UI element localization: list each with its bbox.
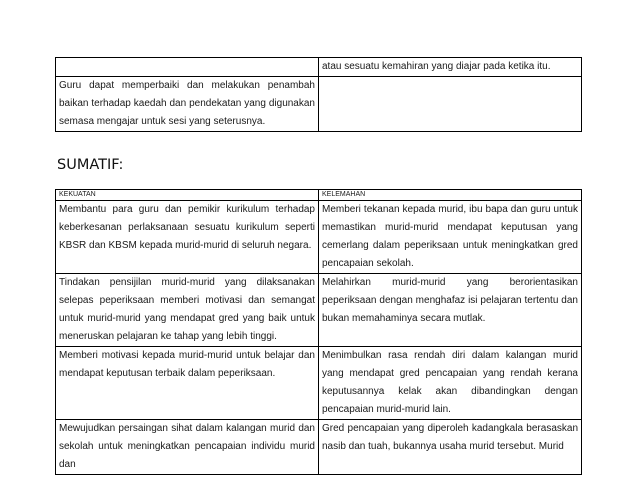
- table-row: [56, 58, 582, 77]
- table-row: [56, 274, 582, 347]
- table-row: [56, 420, 582, 475]
- strength-cell: Tindakan pensijilan murid-murid yang dilaksanakan selepas peperiksaan memberi motivasi dan semangat untuk murid-murid yang mendapat gred yang baik untuk meneruskan pelajaran ke tahap yang lebih tinggi.: [56, 274, 319, 347]
- table-cell: atau sesuatu kemahiran yang diajar pada ketika itu.: [319, 58, 582, 77]
- table-cell: [319, 77, 582, 132]
- table-cell: [56, 58, 319, 77]
- table-header-row: [56, 190, 582, 201]
- table-row: [56, 347, 582, 420]
- column-header-weaknesses: KELEMAHAN: [319, 190, 582, 201]
- weakness-cell: Melahirkan murid-murid yang berorientasikan peperiksaan dengan menghafaz isi pelajaran tertentu dan bukan memahaminya secara mutlak.: [319, 274, 582, 347]
- weakness-cell: Menimbulkan rasa rendah diri dalam kalangan murid yang mendapat gred pencapaian yang rendah kerana keputusannya kelak akan dibandingkan dengan pencapaian murid-murid lain.: [319, 347, 582, 420]
- continued-table: [55, 57, 582, 132]
- sumatif-table: [55, 189, 582, 475]
- strength-cell: Membantu para guru dan pemikir kurikulum terhadap keberkesanan perlaksanaan sesuatu kurikulum seperti KBSR dan KBSM kepada murid-murid di seluruh negara.: [56, 201, 319, 274]
- table-row: [56, 201, 582, 274]
- table-row: [56, 77, 582, 132]
- strength-cell: Mewujudkan persaingan sihat dalam kalangan murid dan sekolah untuk meningkatkan pencapaian individu murid dan: [56, 420, 319, 475]
- strength-cell: Memberi motivasi kepada murid-murid untuk belajar dan mendapat keputusan terbaik dalam peperiksaan.: [56, 347, 319, 420]
- weakness-cell: Memberi tekanan kepada murid, ibu bapa dan guru untuk memastikan murid-murid mendapat keputusan yang cemerlang dalam peperiksaan untuk meningkatkan gred pencapaian sekolah.: [319, 201, 582, 274]
- column-header-strengths: KEKUATAN: [56, 190, 319, 201]
- table-cell: Guru dapat memperbaiki dan melakukan penambah baikan terhadap kaedah dan pendekatan yang digunakan semasa mengajar untuk sesi yang seterusnya.: [56, 77, 319, 132]
- weakness-cell: Gred pencapaian yang diperoleh kadangkala berasaskan nasib dan tuah, bukannya usaha murid tersebut. Murid: [319, 420, 582, 475]
- section-title: SUMATIF:: [57, 157, 124, 173]
